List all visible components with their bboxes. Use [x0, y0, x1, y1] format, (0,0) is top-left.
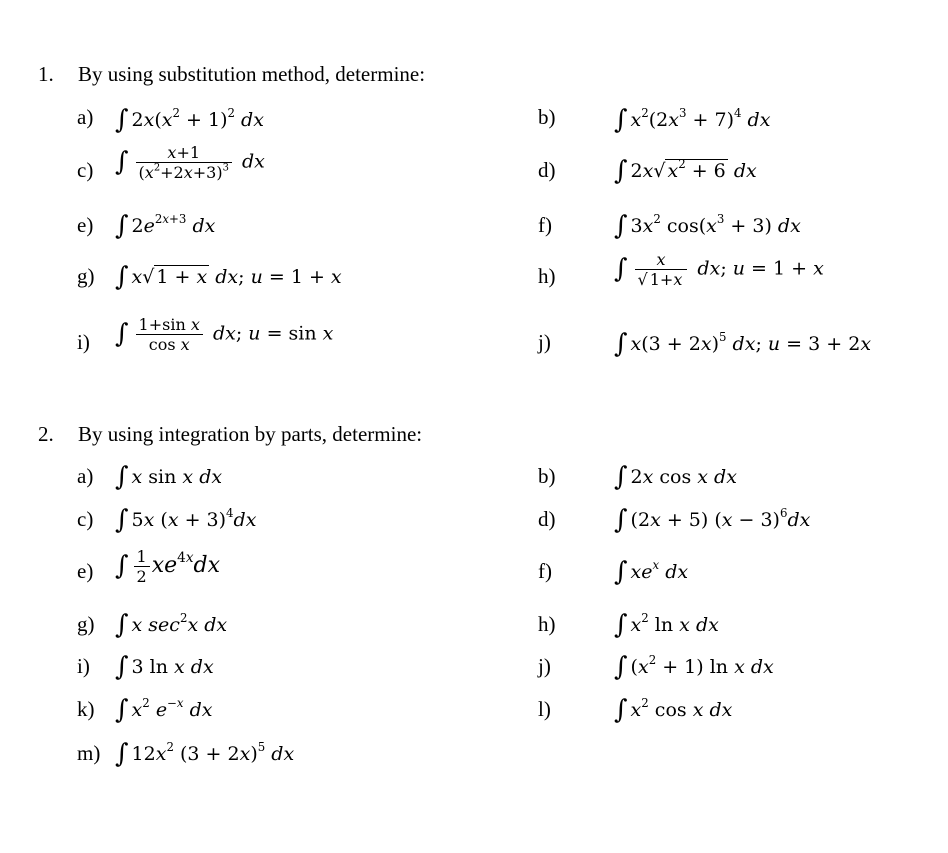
s2-item-i-expression: ∫ 3 ln x dx: [115, 652, 214, 682]
s2-item-b-expression: ∫ 2x cos x dx: [614, 462, 737, 492]
s2-item-a-label: a): [77, 464, 94, 488]
s2-item-h-label: h): [538, 612, 556, 636]
section-2-title: By using integration by parts, determine:: [78, 422, 423, 446]
s2-item-b-label: b): [538, 464, 556, 488]
s2-item-k-label: k): [77, 697, 95, 721]
s1-item-f-label: f): [538, 213, 552, 237]
s2-item-j-label: j): [538, 654, 551, 678]
s2-item-k-expression: ∫ $x^2$ $e^{-x}$ dx: [115, 695, 213, 725]
s2-item-c-label: c): [77, 507, 94, 531]
s1-item-a-label: a): [77, 105, 94, 129]
s1-item-g-expression: ∫ x√ 1 + x dx; u = 1 + x: [115, 262, 342, 292]
s1-item-d-expression: ∫ 2x√ $x^2 + 6$ dx: [614, 156, 757, 186]
s2-item-g-expression: ∫ x $\sec^2x$ dx: [115, 610, 228, 640]
section-1-number: 1.: [38, 62, 54, 86]
section-2-number: 2.: [38, 422, 54, 446]
s1-item-h-expression: ∫ $\frac{x}{√ 1+x}$ dx; u = 1 + x: [614, 250, 824, 290]
s2-item-g-label: g): [77, 612, 95, 636]
s2-item-e-label: e): [77, 559, 94, 583]
s2-item-e-expression: ∫ $\frac{1}{2}$ $xe^{4x}dx$: [115, 547, 221, 587]
s2-item-j-expression: ∫ $(x^2 + 1)$ ln x dx: [614, 652, 774, 682]
s1-item-b-expression: ∫ $x^2(2x^3 + 7)^4$ dx: [614, 105, 771, 135]
s2-item-l-expression: ∫ $x^2$ cos x dx: [614, 695, 733, 725]
s1-item-d-label: d): [538, 158, 556, 182]
s2-item-f-expression: ∫ $xe^x$ dx: [614, 557, 689, 587]
s2-item-f-label: f): [538, 559, 552, 583]
section-1-heading: [38, 62, 425, 87]
s2-item-m-label: m): [77, 741, 101, 765]
s1-item-b-label: b): [538, 105, 556, 129]
s1-item-j-expression: ∫ $x(3 + 2x)^5$ dx; u = 3 + 2x: [614, 329, 872, 359]
s1-item-i-expression: ∫ $\frac{\text{1+sin x}}{\text{cos x}}$ dx; u = sin x: [115, 315, 334, 355]
s1-item-a-expression: ∫ $2x(x^2 + 1)^2$ dx: [115, 105, 264, 135]
s2-item-a-expression: ∫ x sin x dx: [115, 462, 223, 492]
s2-item-d-label: d): [538, 507, 556, 531]
s1-item-f-expression: ∫ $3x^2$ $\cos(x^3 + 3)$ dx: [614, 211, 801, 241]
s2-item-d-expression: ∫ (2x + 5) $(x - 3)^6dx$: [614, 505, 811, 535]
s2-item-i-label: i): [77, 654, 90, 678]
s1-item-c-expression: ∫ $\frac{x+1}{(x^2+2x+3)^3}$ dx: [115, 143, 265, 183]
s1-item-g-label: g): [77, 264, 95, 288]
s1-item-e-label: e): [77, 213, 94, 237]
s1-item-c-label: c): [77, 158, 94, 182]
s2-item-m-expression: ∫ $12x^2$ $(3 + 2x)^5$ dx: [115, 739, 295, 769]
s2-item-l-label: l): [538, 697, 551, 721]
s2-item-h-expression: ∫ $x^2$ ln x dx: [614, 610, 719, 640]
s2-item-c-expression: ∫ 5x $(x + 3)^4dx$: [115, 505, 257, 535]
s1-item-j-label: j): [538, 330, 551, 354]
section-2-heading: [38, 422, 422, 447]
section-1-title: By using substitution method, determine:: [78, 62, 426, 86]
s1-item-h-label: h): [538, 264, 556, 288]
s1-item-e-expression: ∫ $2e^{2x+3}$ dx: [115, 211, 216, 241]
s1-item-i-label: i): [77, 330, 90, 354]
